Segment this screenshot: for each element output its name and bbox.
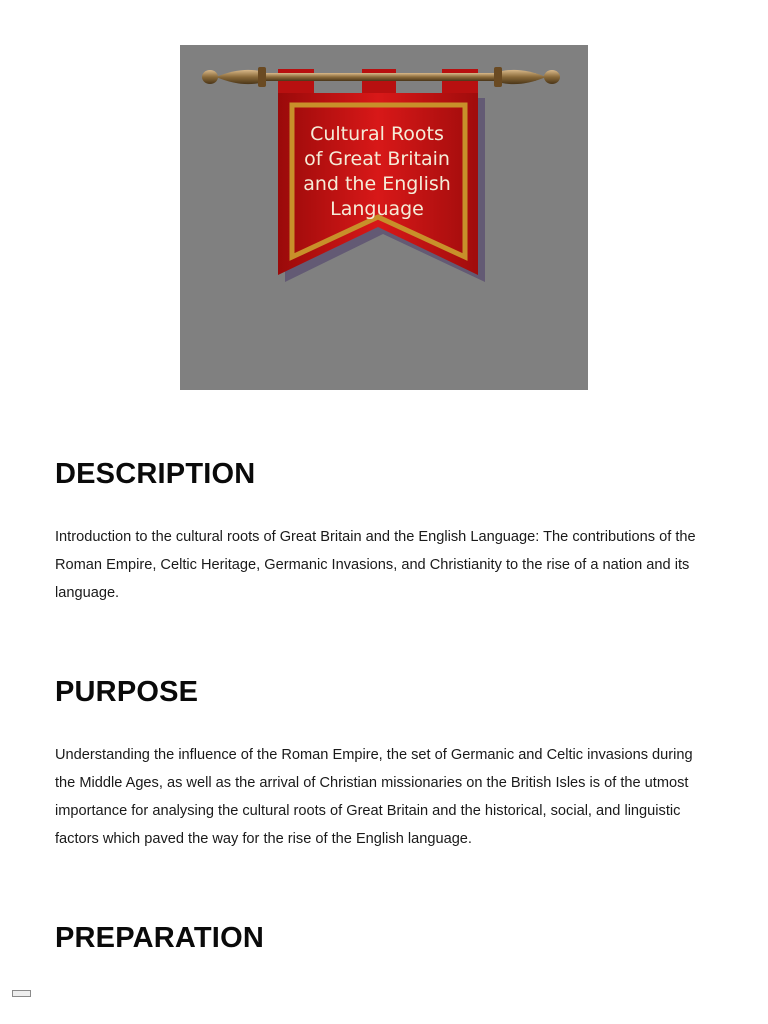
description-text: Introduction to the cultural roots of Great Britain and the English Language: The contributions of the Roman Empire, Celtic Heritage, Germanic Invasions, and Christianity to the rise of a nation and its language. — [55, 529, 696, 601]
purpose-text: Understanding the influence of the Roman Empire, the set of Germanic and Celtic invasions during the Middle Ages, as well as the arrival of Christian missionaries on the British Isles is of the utmost importance for analysing the cultural roots of Great Britain and the historical, social, and linguistic factors which paved the way for the rise of the English language. — [55, 747, 693, 847]
banner-title-line: Cultural Roots — [310, 123, 444, 145]
banner-title-line: of Great Britain — [304, 148, 450, 170]
banner-title-line: Language — [330, 198, 424, 220]
resize-handle[interactable] — [12, 990, 31, 997]
description-heading: DESCRIPTION — [55, 458, 256, 490]
hanging-banner-illustration — [180, 45, 588, 390]
cover-image — [180, 45, 588, 390]
preparation-heading: PREPARATION — [55, 922, 264, 954]
banner-title-line: and the English — [303, 173, 451, 195]
purpose-heading: PURPOSE — [55, 676, 199, 708]
